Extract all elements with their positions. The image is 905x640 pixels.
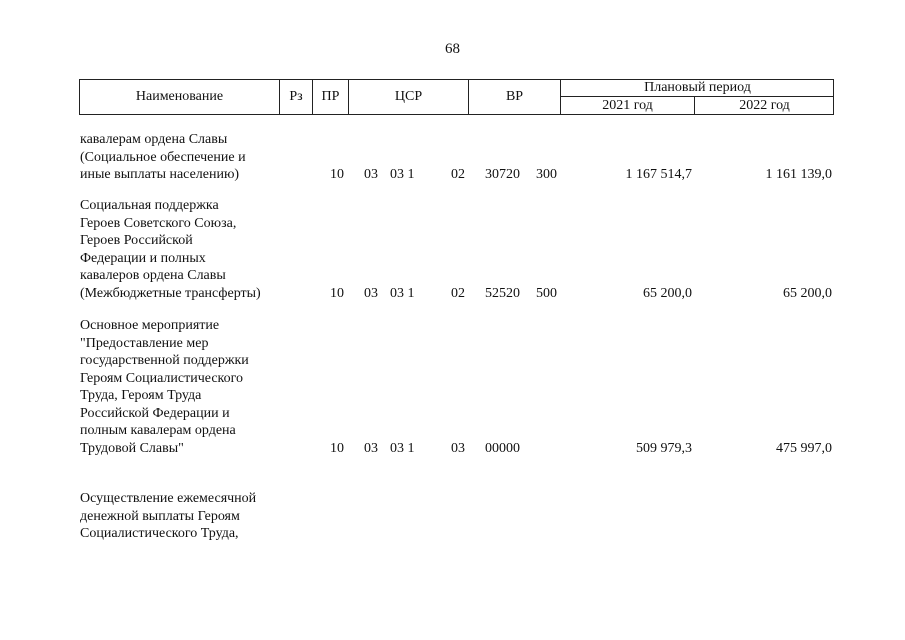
- row-value-2021: 65 200,0: [643, 285, 692, 301]
- row-vr: 300: [536, 167, 557, 182]
- row-pr: 03: [364, 167, 378, 182]
- row-pr: 03: [364, 440, 378, 456]
- header-year-2021: 2021 год: [561, 97, 695, 114]
- row-csr-event: 02: [451, 167, 465, 182]
- row-vr: 500: [536, 285, 557, 301]
- row-rz: 10: [330, 167, 344, 182]
- row-value-2021: 1 167 514,7: [625, 167, 692, 182]
- header-csr: ЦСР: [349, 80, 469, 114]
- row-value-2021: 509 979,3: [636, 440, 692, 456]
- row-name: Осуществление ежемесячной денежной выплаты Героям Социалистического Труда,: [80, 491, 257, 541]
- row-csr-program: 03 1: [390, 440, 415, 456]
- row-csr-event: 02: [451, 285, 465, 301]
- row-name: кавалерам ордена Славы (Социальное обеспечение и иные выплаты населению): [80, 132, 246, 182]
- header-planned-period-title: Плановый период: [561, 80, 834, 97]
- row-name: Социальная поддержка Героев Советского Союза, Героев Российской Федерации и полных кавалеров ордена Славы (Межбюджетные трансферты): [80, 198, 261, 301]
- row-value-2022: 65 200,0: [783, 285, 832, 301]
- row-csr-event: 03: [451, 440, 465, 456]
- row-rz: 10: [330, 285, 344, 301]
- row-csr-program: 03 1: [390, 167, 415, 182]
- row-csr-program: 03 1: [390, 285, 415, 301]
- row-value-2022: 1 161 139,0: [765, 167, 832, 182]
- header-year-2022: 2022 год: [739, 98, 790, 113]
- row-csr-direction: 30720: [485, 167, 520, 182]
- header-name: Наименование: [80, 80, 280, 114]
- header-pr: ПР: [313, 80, 349, 114]
- row-rz: 10: [330, 440, 344, 456]
- row-csr-direction: 52520: [485, 285, 520, 301]
- row-pr: 03: [364, 285, 378, 301]
- header-rz: Рз: [280, 80, 313, 114]
- row-csr-direction: 00000: [485, 440, 520, 456]
- row-name: Основное мероприятие "Предоставление мер государственной поддержки Героям Социалистического Труда, Героям Труда Российской Федерации и полным кавалерам ордена Трудовой Славы": [80, 318, 249, 456]
- header-planned-period: [561, 80, 834, 114]
- header-vr: ВР: [469, 80, 561, 114]
- table-header: [79, 79, 834, 115]
- page-number: 68: [445, 41, 460, 57]
- row-value-2022: 475 997,0: [776, 440, 832, 456]
